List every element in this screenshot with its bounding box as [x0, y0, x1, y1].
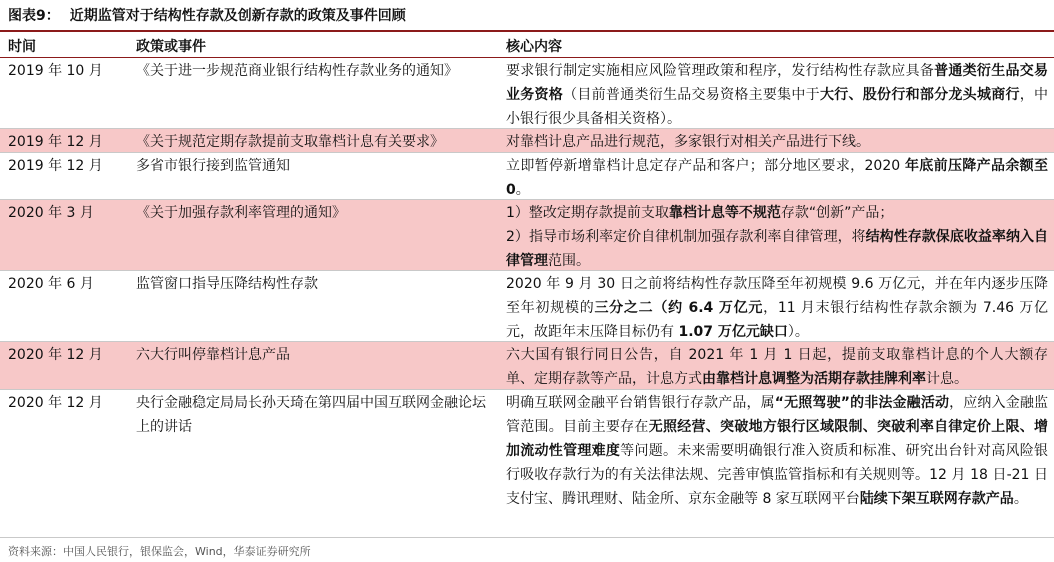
content-bold-text: 大行、股份行和部分龙头城商行: [819, 87, 1020, 103]
content-text: 计息。: [926, 371, 968, 387]
content-bold-text: 普通类衍生品交易业务资格: [506, 63, 1049, 103]
content-bold-text: 由靠档计息调整为活期存款挂牌利率: [702, 371, 926, 387]
content-text: 立即暂停新增靠档计息定存产品和客户；部分地区要求，2020: [506, 158, 905, 174]
content-text: ，中小银行很少具备相关资格）。: [506, 87, 1049, 127]
table-row: [0, 390, 1054, 538]
cell-policy: 六大行叫停靠档计息产品: [136, 347, 290, 363]
content-bold-text: 结构性存款保底收益率纳入自律管理: [506, 229, 1049, 269]
content-bold-text: 无照经营、突破地方银行区域限制、突破利率自律定价上限、增加流动性管理难度: [506, 419, 1048, 459]
content-text: 存款“创新”产品；: [780, 205, 894, 221]
source-note: 资料来源：中国人民银行，银保监会，Wind，华泰证券研究所: [8, 545, 311, 558]
content-bold-text: 1.07 万亿元缺口: [678, 324, 788, 340]
cell-time: 2019 年 12 月: [8, 158, 103, 174]
table-row: [0, 271, 1054, 342]
table-row: [0, 129, 1054, 153]
content-text: 明确互联网金融平台销售银行存款产品，属: [506, 395, 775, 411]
content-text: ，11 月末银行结构性存款余额为 7.46 万亿元，故距年末压降目标仍有: [506, 300, 1048, 340]
cell-time: 2019 年 12 月: [8, 134, 103, 150]
figure-label: 图表9：: [8, 8, 60, 24]
content-text: 范围。: [548, 253, 590, 269]
cell-policy: 央行金融稳定局局长孙天琦在第四届中国互联网金融论坛上的讲话: [136, 395, 486, 435]
content-text: 1）整改定期存款提前支取: [506, 205, 669, 221]
content-text: 。: [1013, 491, 1028, 507]
header-time: 时间: [8, 39, 36, 55]
table-row: [0, 153, 1054, 200]
figure-title-text: 近期监管对于结构性存款及创新存款的政策及事件回顾: [69, 8, 406, 24]
content-text: 六大国有银行同日公告，自 2021 年 1 月 1 日起，提前支取靠档计息的个人大额存单、定期存款等产品，计息方式: [506, 347, 1048, 387]
cell-policy: 《关于规范定期存款提前支取靠档计息有关要求》: [136, 134, 444, 150]
table-row: [0, 58, 1054, 129]
cell-content: [506, 130, 1048, 154]
content-bold-text: 靠档计息等不规范: [668, 205, 781, 221]
header-policy: 政策或事件: [136, 39, 206, 55]
cell-time: 2020 年 6 月: [8, 276, 94, 292]
content-text: 2）指导市场利率定价自律机制加强存款利率自律管理，将: [506, 229, 866, 245]
content-bold-text: “无照驾驶”的非法金融活动: [774, 395, 950, 411]
content-text: 等问题。未来需要明确银行准入资质和标准、研究出台针对高风险银行吸收存款行为的有关法律法规、完善审慎监管指标和有关规则等。12 月 18 日-21 日支付宝、腾讯理财、陆金所、京东金融等 8 家互联网平台: [506, 443, 1049, 507]
content-text: 要求银行制定实施相应风险管理政策和程序，发行结构性存款应具备: [506, 63, 935, 79]
cell-content: [506, 154, 1048, 202]
cell-time: 2020 年 12 月: [8, 395, 103, 411]
top-rule: [0, 30, 1054, 32]
cell-content: [506, 272, 1048, 344]
cell-policy: 多省市银行接到监管通知: [136, 158, 290, 174]
content-text: ，应纳入金融监管范围。目前主要存在: [506, 395, 1049, 435]
content-bold-text: 陆续下架互联网存款产品: [859, 491, 1014, 507]
content-bold-text: 三分之二（约 6.4 万亿元: [594, 300, 764, 316]
table-row: [0, 200, 1054, 271]
cell-time: 2020 年 12 月: [8, 347, 103, 363]
content-text: （目前普通类衍生品交易资格主要集中于: [563, 87, 820, 103]
cell-time: 2019 年 10 月: [8, 63, 103, 79]
cell-content: [506, 343, 1048, 391]
content-text: 。: [515, 182, 530, 198]
cell-content: [506, 391, 1048, 511]
content-text: 对靠档计息产品进行规范，多家银行对相关产品进行下线。: [506, 134, 870, 150]
table-header: [0, 33, 1054, 57]
cell-policy: 监管窗口指导压降结构性存款: [136, 276, 318, 292]
header-content: 核心内容: [506, 39, 562, 55]
figure-title: [8, 5, 406, 27]
table-row: [0, 342, 1054, 390]
cell-content: [506, 59, 1048, 131]
content-bold-text: 年底前压降产品余额至 0: [506, 158, 1049, 198]
content-text: 2020 年 9 月 30 日之前将结构性存款压降至年初规模 9.6 万亿元，并在年内逐步压降至年初规模的: [506, 276, 1048, 316]
cell-time: 2020 年 3 月: [8, 205, 94, 221]
content-text: ）。: [787, 324, 809, 340]
cell-policy: 《关于进一步规范商业银行结构性存款业务的通知》: [136, 63, 458, 79]
cell-content: [506, 201, 1048, 273]
cell-policy: 《关于加强存款利率管理的通知》: [136, 205, 346, 221]
